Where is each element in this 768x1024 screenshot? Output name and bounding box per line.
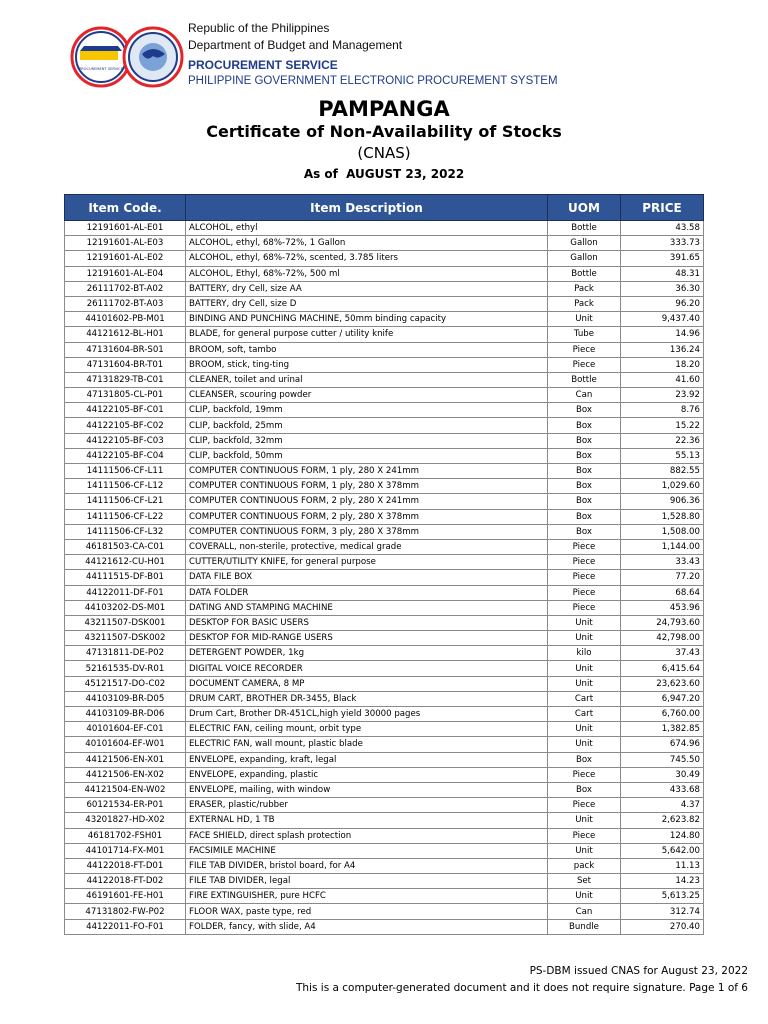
cell-item-code: 44122011-DF-F01: [65, 585, 186, 600]
table-row: [65, 418, 704, 433]
cell-item-description: COMPUTER CONTINUOUS FORM, 1 ply, 280 X 378mm: [186, 479, 548, 494]
cell-item-code: 43201827-HD-X02: [65, 813, 186, 828]
table-row: [65, 798, 704, 813]
footer-issued: PS-DBM issued CNAS for August 23, 2022: [529, 965, 748, 977]
cell-item-description: CLIP, backfold, 19mm: [186, 403, 548, 418]
cell-item-code: 44122011-FO-F01: [65, 919, 186, 934]
cell-item-code: 44101602-PB-M01: [65, 312, 186, 327]
cell-uom: Box: [548, 418, 621, 433]
cell-item-description: DATA FILE BOX: [186, 570, 548, 585]
table-row: [65, 919, 704, 934]
cell-price: 36.30: [621, 281, 704, 296]
cell-uom: Piece: [548, 600, 621, 615]
table-row: [65, 752, 704, 767]
cell-item-description: CLIP, backfold, 32mm: [186, 433, 548, 448]
cell-item-code: 26111702-BT-A02: [65, 281, 186, 296]
cell-price: 5,642.00: [621, 843, 704, 858]
cell-uom: Piece: [548, 570, 621, 585]
cell-uom: Gallon: [548, 251, 621, 266]
table-row: [65, 433, 704, 448]
cell-item-code: 46191601-FE-H01: [65, 889, 186, 904]
cell-item-description: COMPUTER CONTINUOUS FORM, 2 ply, 280 X 378mm: [186, 509, 548, 524]
cell-price: 23,623.60: [621, 676, 704, 691]
certificate-title: Certificate of Non-Availability of Stocks: [206, 122, 562, 141]
table-row: [65, 388, 704, 403]
cell-item-description: BROOM, soft, tambo: [186, 342, 548, 357]
table-row: [65, 281, 704, 296]
table-row: [65, 843, 704, 858]
cell-price: 312.74: [621, 904, 704, 919]
header-procurement-service: PROCUREMENT SERVICE: [188, 58, 338, 72]
cell-item-description: CLEANER, toilet and urinal: [186, 372, 548, 387]
cell-price: 391.65: [621, 251, 704, 266]
table-row: [65, 221, 704, 236]
table-row: [65, 585, 704, 600]
cell-uom: Box: [548, 464, 621, 479]
table-row: [65, 312, 704, 327]
table-row: [65, 494, 704, 509]
header-republic: Republic of the Philippines: [188, 21, 330, 35]
cell-uom: Piece: [548, 767, 621, 782]
cell-price: 33.43: [621, 555, 704, 570]
cell-price: 14.96: [621, 327, 704, 342]
cell-price: 5,613.25: [621, 889, 704, 904]
cell-item-code: 14111506-CF-L11: [65, 464, 186, 479]
cell-item-code: 14111506-CF-L12: [65, 479, 186, 494]
cell-uom: Piece: [548, 798, 621, 813]
cell-item-code: 44122105-BF-C03: [65, 433, 186, 448]
table-row: [65, 631, 704, 646]
table-row: [65, 570, 704, 585]
cell-item-code: 47131802-FW-P02: [65, 904, 186, 919]
cell-uom: Unit: [548, 631, 621, 646]
cell-price: 11.13: [621, 858, 704, 873]
cell-price: 9,437.40: [621, 312, 704, 327]
cell-uom: Unit: [548, 737, 621, 752]
cell-price: 674.96: [621, 737, 704, 752]
table-row: [65, 722, 704, 737]
cell-price: 18.20: [621, 357, 704, 372]
cell-uom: Unit: [548, 843, 621, 858]
cell-item-description: COMPUTER CONTINUOUS FORM, 3 ply, 280 X 378mm: [186, 524, 548, 539]
table-row: [65, 782, 704, 797]
table-row: [65, 707, 704, 722]
cell-item-code: 60121534-ER-P01: [65, 798, 186, 813]
cell-item-description: FILE TAB DIVIDER, bristol board, for A4: [186, 858, 548, 873]
cell-item-code: 44101714-FX-M01: [65, 843, 186, 858]
cell-item-description: DATING AND STAMPING MACHINE: [186, 600, 548, 615]
cell-item-description: FACSIMILE MACHINE: [186, 843, 548, 858]
footer-note: This is a computer-generated document and it does not require signature. Page 1 of 6: [295, 982, 748, 994]
cell-uom: Piece: [548, 828, 621, 843]
cell-price: 43.58: [621, 221, 704, 236]
cell-item-code: 44122018-FT-D02: [65, 874, 186, 889]
cell-item-description: CLIP, backfold, 25mm: [186, 418, 548, 433]
cell-item-description: COVERALL, non-sterile, protective, medical grade: [186, 539, 548, 554]
table-row: [65, 479, 704, 494]
certificate-abbr: (CNAS): [357, 144, 411, 162]
cell-item-code: 44122105-BF-C02: [65, 418, 186, 433]
cell-uom: Box: [548, 494, 621, 509]
cell-uom: Box: [548, 752, 621, 767]
cell-item-description: ENVELOPE, expanding, plastic: [186, 767, 548, 782]
cell-item-code: 46181702-FSH01: [65, 828, 186, 843]
cell-item-code: 12191601-AL-E03: [65, 236, 186, 251]
cell-item-code: 26111702-BT-A03: [65, 296, 186, 311]
cell-price: 1,144.00: [621, 539, 704, 554]
table-row: [65, 813, 704, 828]
cell-uom: Cart: [548, 707, 621, 722]
table-row: [65, 646, 704, 661]
cell-price: 270.40: [621, 919, 704, 934]
cell-item-description: FIRE EXTINGUISHER, pure HCFC: [186, 889, 548, 904]
cell-price: 22.36: [621, 433, 704, 448]
cell-uom: Pack: [548, 281, 621, 296]
col-header-price: PRICE: [621, 195, 704, 221]
cell-item-description: ENVELOPE, mailing, with window: [186, 782, 548, 797]
cell-uom: Unit: [548, 813, 621, 828]
cell-price: 48.31: [621, 266, 704, 281]
cell-price: 136.24: [621, 342, 704, 357]
cell-uom: Tube: [548, 327, 621, 342]
table-row: [65, 661, 704, 676]
cell-item-description: FOLDER, fancy, with slide, A4: [186, 919, 548, 934]
table-row: [65, 448, 704, 463]
cell-item-code: 44121612-CU-H01: [65, 555, 186, 570]
cell-uom: Unit: [548, 676, 621, 691]
cell-item-code: 44121612-BL-H01: [65, 327, 186, 342]
table-row: [65, 858, 704, 873]
cell-uom: Box: [548, 448, 621, 463]
cell-item-code: 43211507-DSK002: [65, 631, 186, 646]
cell-price: 6,415.64: [621, 661, 704, 676]
table-row: [65, 464, 704, 479]
cell-uom: Can: [548, 904, 621, 919]
as-of-date: AUGUST 23, 2022: [346, 167, 465, 181]
cell-item-description: ALCOHOL, Ethyl, 68%-72%, 500 ml: [186, 266, 548, 281]
cell-price: 1,528.80: [621, 509, 704, 524]
cell-item-code: 47131604-BR-T01: [65, 357, 186, 372]
cell-item-code: 12191601-AL-E02: [65, 251, 186, 266]
cell-uom: Gallon: [548, 236, 621, 251]
cell-price: 882.55: [621, 464, 704, 479]
cell-item-description: ALCOHOL, ethyl: [186, 221, 548, 236]
cell-item-code: 44103109-BR-D05: [65, 691, 186, 706]
cell-item-code: 47131829-TB-C01: [65, 372, 186, 387]
table-row: [65, 251, 704, 266]
cell-uom: Piece: [548, 342, 621, 357]
cell-uom: Box: [548, 524, 621, 539]
cell-price: 433.68: [621, 782, 704, 797]
cell-item-code: 14111506-CF-L21: [65, 494, 186, 509]
header-department: Department of Budget and Management: [188, 38, 403, 52]
region-title: PAMPANGA: [318, 97, 450, 121]
cell-item-description: ERASER, plastic/rubber: [186, 798, 548, 813]
cell-uom: Box: [548, 403, 621, 418]
cell-uom: Set: [548, 874, 621, 889]
table-body: [65, 221, 704, 935]
cell-item-description: BLADE, for general purpose cutter / utility knife: [186, 327, 548, 342]
table-row: [65, 403, 704, 418]
table-row: [65, 615, 704, 630]
cell-price: 1,508.00: [621, 524, 704, 539]
cell-item-code: 52161535-DV-R01: [65, 661, 186, 676]
header-philgeps: PHILIPPINE GOVERNMENT ELECTRONIC PROCUREMENT SYSTEM: [188, 75, 558, 87]
cell-item-description: ELECTRIC FAN, wall mount, plastic blade: [186, 737, 548, 752]
cell-uom: Box: [548, 509, 621, 524]
table-row: [65, 509, 704, 524]
cell-price: 4.37: [621, 798, 704, 813]
cell-item-code: 44121504-EN-W02: [65, 782, 186, 797]
cell-price: 41.60: [621, 372, 704, 387]
cell-uom: Unit: [548, 661, 621, 676]
cell-item-description: ALCOHOL, ethyl, 68%-72%, scented, 3.785 liters: [186, 251, 548, 266]
table-header-row: [65, 195, 704, 221]
cell-item-code: 45121517-DO-C02: [65, 676, 186, 691]
cell-item-code: 44122105-BF-C04: [65, 448, 186, 463]
cell-item-code: 47131811-DE-P02: [65, 646, 186, 661]
cell-price: 42,798.00: [621, 631, 704, 646]
table-row: [65, 266, 704, 281]
cell-item-description: COMPUTER CONTINUOUS FORM, 1 ply, 280 X 241mm: [186, 464, 548, 479]
cell-uom: Bottle: [548, 221, 621, 236]
cell-item-code: 40101604-EF-C01: [65, 722, 186, 737]
as-of-line: [0, 167, 768, 181]
cell-uom: Cart: [548, 691, 621, 706]
cell-item-description: CUTTER/UTILITY KNIFE, for general purpose: [186, 555, 548, 570]
cell-item-description: DETERGENT POWDER, 1kg: [186, 646, 548, 661]
cell-item-description: BINDING AND PUNCHING MACHINE, 50mm binding capacity: [186, 312, 548, 327]
cell-item-description: BROOM, stick, ting-ting: [186, 357, 548, 372]
table-row: [65, 236, 704, 251]
cell-uom: Pack: [548, 296, 621, 311]
cell-price: 2,623.82: [621, 813, 704, 828]
table-row: [65, 524, 704, 539]
col-header-item-code: Item Code.: [65, 195, 186, 221]
cell-uom: Piece: [548, 357, 621, 372]
procurement-service-logo: [70, 26, 184, 88]
cell-uom: Box: [548, 479, 621, 494]
cell-item-code: 14111506-CF-L32: [65, 524, 186, 539]
table-row: [65, 691, 704, 706]
cell-item-code: 12191601-AL-E04: [65, 266, 186, 281]
cell-price: 453.96: [621, 600, 704, 615]
cell-item-description: DESKTOP FOR MID-RANGE USERS: [186, 631, 548, 646]
cell-item-description: ENVELOPE, expanding, kraft, legal: [186, 752, 548, 767]
cell-item-description: DESKTOP FOR BASIC USERS: [186, 615, 548, 630]
cell-uom: kilo: [548, 646, 621, 661]
stocks-table: [64, 194, 704, 935]
cell-item-description: BATTERY, dry Cell, size AA: [186, 281, 548, 296]
table-row: [65, 889, 704, 904]
cell-uom: Unit: [548, 722, 621, 737]
cell-price: 745.50: [621, 752, 704, 767]
table-row: [65, 296, 704, 311]
cell-uom: Bundle: [548, 919, 621, 934]
table-row: [65, 737, 704, 752]
cell-uom: Piece: [548, 539, 621, 554]
table-row: [65, 539, 704, 554]
cell-item-description: Drum Cart, Brother DR-451CL,high yield 30000 pages: [186, 707, 548, 722]
cell-price: 68.64: [621, 585, 704, 600]
cell-price: 77.20: [621, 570, 704, 585]
cell-price: 37.43: [621, 646, 704, 661]
cell-uom: Unit: [548, 615, 621, 630]
cell-price: 96.20: [621, 296, 704, 311]
cell-item-description: FILE TAB DIVIDER, legal: [186, 874, 548, 889]
cell-item-description: COMPUTER CONTINUOUS FORM, 2 ply, 280 X 241mm: [186, 494, 548, 509]
cell-item-description: DOCUMENT CAMERA, 8 MP: [186, 676, 548, 691]
cell-price: 15.22: [621, 418, 704, 433]
table-row: [65, 676, 704, 691]
cell-price: 30.49: [621, 767, 704, 782]
cell-item-description: DATA FOLDER: [186, 585, 548, 600]
logo-text: PROCUREMENT SERVICE: [79, 67, 123, 71]
cell-uom: Bottle: [548, 266, 621, 281]
cell-price: 55.13: [621, 448, 704, 463]
cell-item-code: 44121506-EN-X02: [65, 767, 186, 782]
cell-price: 6,760.00: [621, 707, 704, 722]
table-row: [65, 327, 704, 342]
cell-item-code: 12191601-AL-E01: [65, 221, 186, 236]
cell-item-description: FLOOR WAX, paste type, red: [186, 904, 548, 919]
cell-price: 1,382.85: [621, 722, 704, 737]
table-row: [65, 357, 704, 372]
cell-uom: Bottle: [548, 372, 621, 387]
cell-price: 1,029.60: [621, 479, 704, 494]
cell-item-code: 44122105-BF-C01: [65, 403, 186, 418]
table-row: [65, 372, 704, 387]
cell-item-code: 44103202-DS-M01: [65, 600, 186, 615]
table-row: [65, 828, 704, 843]
cell-uom: Unit: [548, 889, 621, 904]
cell-item-code: 47131604-BR-S01: [65, 342, 186, 357]
cell-item-code: 47131805-CL-P01: [65, 388, 186, 403]
as-of-label: As of: [303, 167, 338, 181]
cell-item-description: EXTERNAL HD, 1 TB: [186, 813, 548, 828]
col-header-item-description: Item Description: [186, 195, 548, 221]
cell-item-description: DIGITAL VOICE RECORDER: [186, 661, 548, 676]
cell-item-description: FACE SHIELD, direct splash protection: [186, 828, 548, 843]
table-row: [65, 904, 704, 919]
table-row: [65, 555, 704, 570]
cell-uom: Unit: [548, 312, 621, 327]
table-row: [65, 767, 704, 782]
cell-item-description: CLEANSER, scouring powder: [186, 388, 548, 403]
table-row: [65, 874, 704, 889]
cell-price: 124.80: [621, 828, 704, 843]
cell-price: 333.73: [621, 236, 704, 251]
cell-price: 24,793.60: [621, 615, 704, 630]
cell-item-description: DRUM CART, BROTHER DR-3455, Black: [186, 691, 548, 706]
cell-item-description: BATTERY, dry Cell, size D: [186, 296, 548, 311]
cell-price: 23.92: [621, 388, 704, 403]
cell-item-code: 14111506-CF-L22: [65, 509, 186, 524]
cell-price: 8.76: [621, 403, 704, 418]
cell-price: 906.36: [621, 494, 704, 509]
col-header-uom: UOM: [548, 195, 621, 221]
cell-uom: Piece: [548, 555, 621, 570]
cell-item-code: 44111515-DF-B01: [65, 570, 186, 585]
cell-uom: Can: [548, 388, 621, 403]
agency-header: [188, 20, 558, 88]
cell-item-code: 46181503-CA-C01: [65, 539, 186, 554]
cell-item-description: ELECTRIC FAN, ceiling mount, orbit type: [186, 722, 548, 737]
cell-item-code: 40101604-EF-W01: [65, 737, 186, 752]
cell-price: 6,947.20: [621, 691, 704, 706]
cell-uom: Piece: [548, 585, 621, 600]
cell-item-description: CLIP, backfold, 50mm: [186, 448, 548, 463]
cell-item-code: 44122018-FT-D01: [65, 858, 186, 873]
cell-item-code: 44103109-BR-D06: [65, 707, 186, 722]
cell-item-description: ALCOHOL, ethyl, 68%-72%, 1 Gallon: [186, 236, 548, 251]
cell-price: 14.23: [621, 874, 704, 889]
table-row: [65, 600, 704, 615]
cell-uom: Box: [548, 782, 621, 797]
cell-item-code: 43211507-DSK001: [65, 615, 186, 630]
cell-item-code: 44121506-EN-X01: [65, 752, 186, 767]
cell-uom: pack: [548, 858, 621, 873]
table-row: [65, 342, 704, 357]
cell-uom: Box: [548, 433, 621, 448]
